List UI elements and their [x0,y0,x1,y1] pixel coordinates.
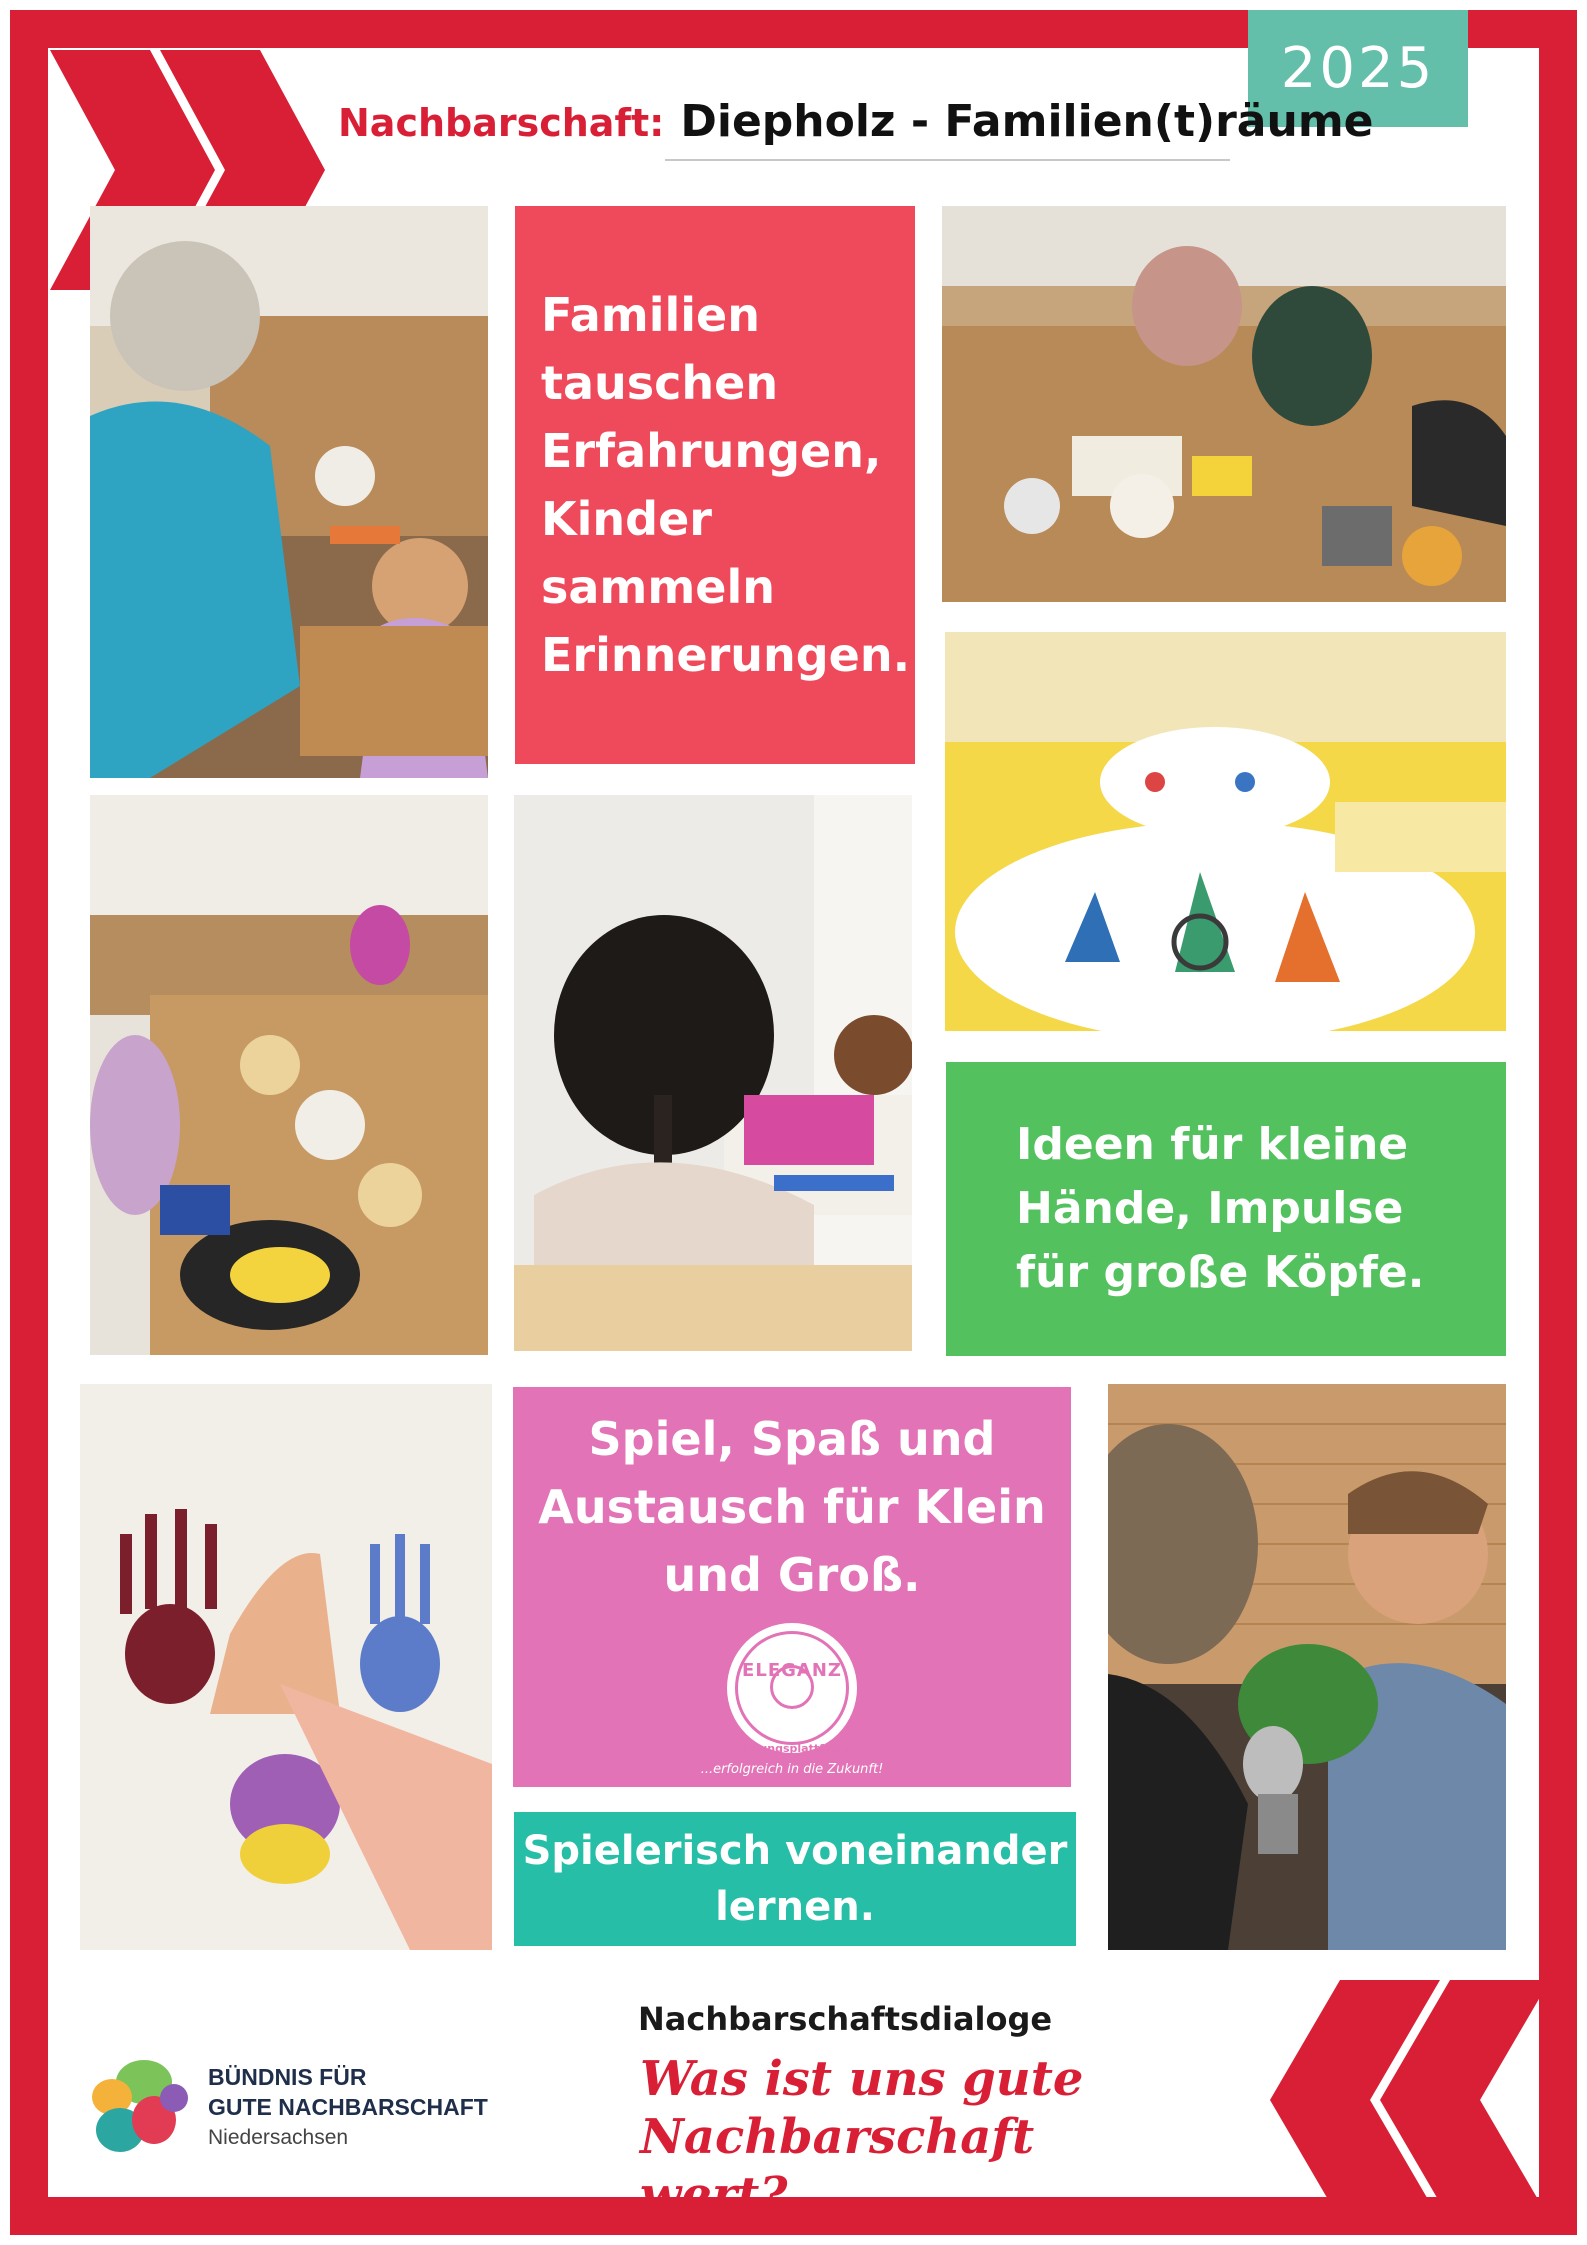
photo-boy-gardening [1108,1384,1506,1950]
box-families: Familien tauschen Erfahrungen, Kinder sammeln Erinnerungen. [515,206,915,764]
buendnis-region: Niedersachsen [208,2126,349,2149]
title-label: Nachbarschaft: [338,101,665,145]
box-play-text: Spiel, Spaß und Austausch für Klein und Groß. [538,1412,1046,1602]
chevron-quote-close-icon [1270,1970,1560,2220]
photo-breakfast-table [90,795,488,1355]
page-title [338,96,1374,156]
eleganz-name: ELEGANZ [742,1660,842,1681]
eleganz-emblem-icon [770,1665,814,1709]
photo-women-crafting [942,206,1506,602]
buendnis-line2: GUTE NACHBARSCHAFT [208,2094,488,2120]
eleganz-subtitle: Bildungsplattform [735,1742,849,1755]
eleganz-logo [727,1623,857,1753]
title-text: Diepholz - Familien(t)räume [680,96,1374,147]
dialog-title: Nachbarschaftsdialoge [638,2000,1053,2038]
box-learn: Spielerisch voneinander lernen. [514,1812,1076,1946]
buendnis-logo-icon [82,2052,192,2162]
box-play [513,1387,1071,1787]
buendnis-line1: BÜNDNIS FÜR [208,2064,367,2090]
box-ideas: Ideen für kleine Hände, Impulse für große Köpfe. [946,1062,1506,1356]
eleganz-tagline: ...erfolgreich in die Zukunft! [700,1762,884,1777]
photo-handprints-wall [80,1384,492,1950]
year-badge: 2025 [1248,10,1468,127]
photo-grandmother-child-table [90,206,488,778]
dialog-question: Was ist uns gute Nachbarschaft wert? [640,2051,1084,2223]
title-underline [665,159,1230,161]
photo-girl-drawing [514,795,912,1351]
photo-drawings-table [945,632,1506,1031]
buendnis-wordmark [208,2062,538,2162]
